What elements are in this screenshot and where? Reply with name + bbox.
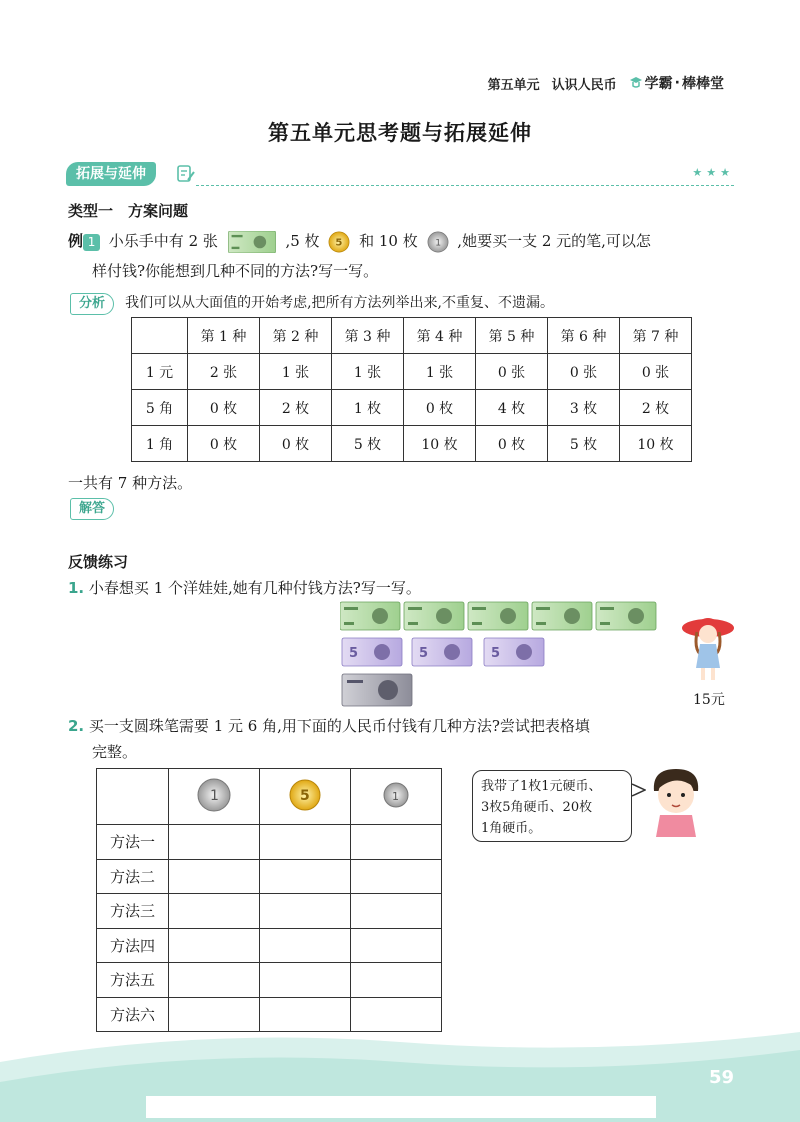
example-number: 1 [83, 234, 100, 251]
bubble-tail [632, 782, 646, 798]
table-cell: 0 枚 [188, 426, 260, 462]
table-row [97, 894, 442, 929]
table-cell: 0 枚 [260, 426, 332, 462]
page-title: 第五单元思考题与拓展延伸 [268, 121, 532, 145]
table-row [132, 426, 692, 462]
question-2 [68, 714, 738, 738]
brand-name-b: 棒棒堂 [682, 76, 724, 92]
brand-dot: · [674, 75, 680, 91]
example-1 [68, 229, 738, 253]
bubble-line: 我带了1枚1元硬币、 [481, 779, 602, 794]
doll-price: 15元 [693, 692, 725, 708]
table-cell: 0 枚 [404, 390, 476, 426]
answer-cell[interactable] [260, 894, 351, 929]
table-cell: 0 枚 [476, 426, 548, 462]
example-text-2: ,5 枚 [285, 232, 320, 250]
table-cell: 1 元 [132, 354, 188, 390]
question-1 [68, 576, 421, 600]
child-icon [646, 765, 706, 837]
table-row [97, 928, 442, 963]
one-yuan-note-icon [226, 231, 278, 253]
table-cell: 0 张 [548, 354, 620, 390]
svg-text:5: 5 [300, 787, 310, 804]
table-row [132, 390, 692, 426]
table-row [97, 825, 442, 860]
table-cell: 1 张 [260, 354, 332, 390]
question-2-text: 买一支圆珠笔需要 1 元 6 角,用下面的人民币付钱有几种方法?尝试把表格填 [88, 717, 590, 735]
question-1-text: 小春想买 1 个洋娃娃,她有几种付钱方法?写一写。 [88, 579, 421, 597]
feedback-heading: 反馈练习 [68, 553, 129, 571]
bubble-line: 1角硬币。 [481, 821, 542, 836]
table-cell: 1 张 [332, 354, 404, 390]
brand-logo [629, 73, 724, 93]
table-cell: 第 2 种 [260, 318, 332, 354]
table-cell: 方法三 [97, 894, 169, 929]
table-header-row [132, 318, 692, 354]
speech-bubble [472, 770, 632, 842]
table-cell: 0 枚 [188, 390, 260, 426]
example-text-4: ,她要买一支 2 元的笔,可以怎 [457, 232, 651, 250]
table-cell [97, 769, 169, 825]
section-divider [196, 185, 734, 186]
table-cell: 2 枚 [260, 390, 332, 426]
one-yuan-note-icon [468, 602, 528, 630]
analysis-label: 分析 [70, 293, 114, 315]
answer-cell[interactable] [260, 963, 351, 998]
header-unit: 第五单元 [487, 77, 540, 93]
table-cell: 10 枚 [404, 426, 476, 462]
answer-cell[interactable] [169, 859, 260, 894]
table-cell: 1 枚 [332, 390, 404, 426]
svg-text:1: 1 [210, 787, 219, 804]
analysis-row [70, 291, 554, 315]
analysis-summary: 一共有 7 种方法。 [68, 474, 193, 492]
ten-yuan-note-icon [342, 674, 412, 706]
answer-label: 解答 [70, 498, 114, 520]
table-header-row [97, 769, 442, 825]
section-tag: 拓展与延伸 [66, 162, 156, 186]
table-cell: 方法五 [97, 963, 169, 998]
table-cell: 5 枚 [548, 426, 620, 462]
one-jiao-coin-icon [427, 231, 449, 253]
table-cell: 方法二 [97, 859, 169, 894]
table-cell [132, 318, 188, 354]
five-yuan-note-icon [484, 638, 544, 666]
table-cell: 第 3 种 [332, 318, 404, 354]
example-label: 例 [68, 232, 84, 250]
table-cell: 第 4 种 [404, 318, 476, 354]
example-text-line2: 样付钱?你能想到几种不同的方法?写一写。 [92, 262, 379, 280]
answer-cell[interactable] [351, 963, 442, 998]
table-cell: 3 枚 [548, 390, 620, 426]
bubble-line: 3枚5角硬币、20枚 [481, 800, 593, 815]
graduation-cap-icon [629, 75, 643, 91]
table-cell: 2 枚 [620, 390, 692, 426]
page-number: 59 [708, 1067, 734, 1088]
table-row [132, 354, 692, 390]
footer-strip [146, 1096, 656, 1118]
table-cell: 方法四 [97, 928, 169, 963]
table-cell: 第 5 种 [476, 318, 548, 354]
answer-cell[interactable] [260, 825, 351, 860]
answer-cell[interactable] [351, 928, 442, 963]
table-cell: 5 角 [132, 390, 188, 426]
table-cell [169, 769, 260, 825]
type-heading: 类型一 方案问题 [68, 202, 189, 220]
five-yuan-note-icon [412, 638, 472, 666]
one-yuan-note-icon [532, 602, 592, 630]
svg-text:1: 1 [434, 237, 441, 249]
running-header [488, 73, 724, 93]
payment-methods-table [96, 768, 442, 1032]
table-cell: 第 1 种 [188, 318, 260, 354]
table-row [97, 963, 442, 998]
one-yuan-note-icon [340, 602, 400, 630]
answer-cell[interactable] [169, 894, 260, 929]
difficulty-stars: ★★★ [692, 166, 734, 179]
svg-text:5: 5 [335, 237, 343, 249]
table-cell: 第 6 种 [548, 318, 620, 354]
question-2-number: 2. [68, 717, 85, 735]
answer-cell[interactable] [169, 825, 260, 860]
table-cell: 2 张 [188, 354, 260, 390]
one-yuan-note-icon [404, 602, 464, 630]
five-jiao-coin-icon [328, 231, 350, 253]
answer-cell[interactable] [351, 859, 442, 894]
answer-cell[interactable] [260, 928, 351, 963]
table-cell: 10 枚 [620, 426, 692, 462]
one-yuan-note-icon [596, 602, 656, 630]
analysis-text: 我们可以从大面值的开始考虑,把所有方法列举出来,不重复、不遗漏。 [125, 295, 555, 311]
table-cell: 0 张 [620, 354, 692, 390]
one-jiao-coin-icon [383, 782, 409, 808]
section-bar [66, 160, 734, 190]
svg-text:1: 1 [392, 789, 399, 803]
table-cell: 1 张 [404, 354, 476, 390]
table-cell [260, 769, 351, 825]
table-cell [351, 769, 442, 825]
table-cell: 方法一 [97, 825, 169, 860]
table-cell: 方法六 [97, 997, 169, 1032]
doll-icon [680, 608, 736, 688]
question-2-text-line2: 完整。 [92, 743, 138, 761]
one-yuan-coin-icon [197, 778, 231, 812]
table-cell: 5 枚 [332, 426, 404, 462]
answer-cell[interactable] [169, 963, 260, 998]
table-cell: 0 张 [476, 354, 548, 390]
pencil-note-icon [176, 164, 196, 184]
table-cell: 1 角 [132, 426, 188, 462]
five-jiao-coin-icon [289, 779, 321, 811]
answer-cell[interactable] [169, 928, 260, 963]
example-text-3: 和 10 枚 [359, 232, 418, 250]
answer-cell[interactable] [260, 859, 351, 894]
solution-table [131, 317, 692, 462]
table-cell: 4 枚 [476, 390, 548, 426]
example-text-1: 小乐手中有 2 张 [108, 232, 218, 250]
answer-cell[interactable] [351, 825, 442, 860]
header-topic: 认识人民币 [551, 77, 617, 93]
table-row [97, 859, 442, 894]
money-illustration [340, 600, 670, 712]
five-yuan-note-icon [342, 638, 402, 666]
question-1-number: 1. [68, 579, 85, 597]
answer-cell[interactable] [351, 894, 442, 929]
table-cell: 第 7 种 [620, 318, 692, 354]
brand-name-a: 学霸 [644, 76, 673, 92]
